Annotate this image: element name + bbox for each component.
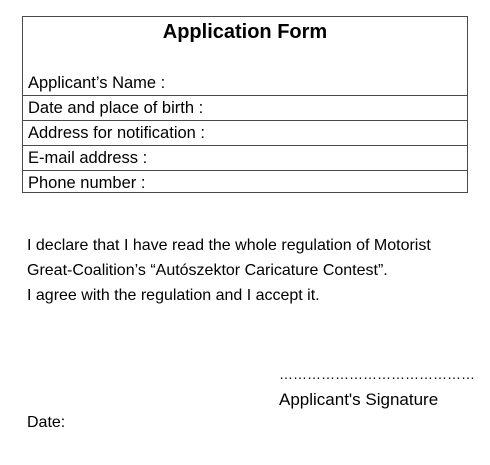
- field-label-date-place-of-birth: Date and place of birth :: [28, 99, 204, 117]
- application-form-box: [22, 16, 468, 193]
- field-phone: [23, 170, 467, 195]
- field-applicant-name: [23, 71, 467, 96]
- field-label-applicant-name: Applicant’s Name :: [28, 74, 166, 92]
- signature-label: Applicant's Signature: [279, 390, 439, 409]
- field-address: [23, 120, 467, 145]
- date-label: Date:: [27, 414, 66, 431]
- declaration-line-2: Great-Coalition’s “Autószektor Caricature Contest”.: [27, 262, 388, 279]
- field-email: [23, 145, 467, 170]
- declaration-line-3: I agree with the regulation and I accept it.: [27, 287, 320, 304]
- field-label-address: Address for notification :: [28, 124, 206, 142]
- declaration-text: [27, 233, 467, 308]
- field-label-phone: Phone number :: [28, 174, 146, 192]
- field-label-email: E-mail address :: [28, 149, 148, 167]
- form-title: Application Form: [162, 21, 328, 43]
- declaration-line-1: I declare that I have read the whole regulation of Motorist: [27, 237, 431, 254]
- field-date-place-of-birth: [23, 95, 467, 120]
- signature-dotted-line: ……………………………………: [279, 366, 475, 382]
